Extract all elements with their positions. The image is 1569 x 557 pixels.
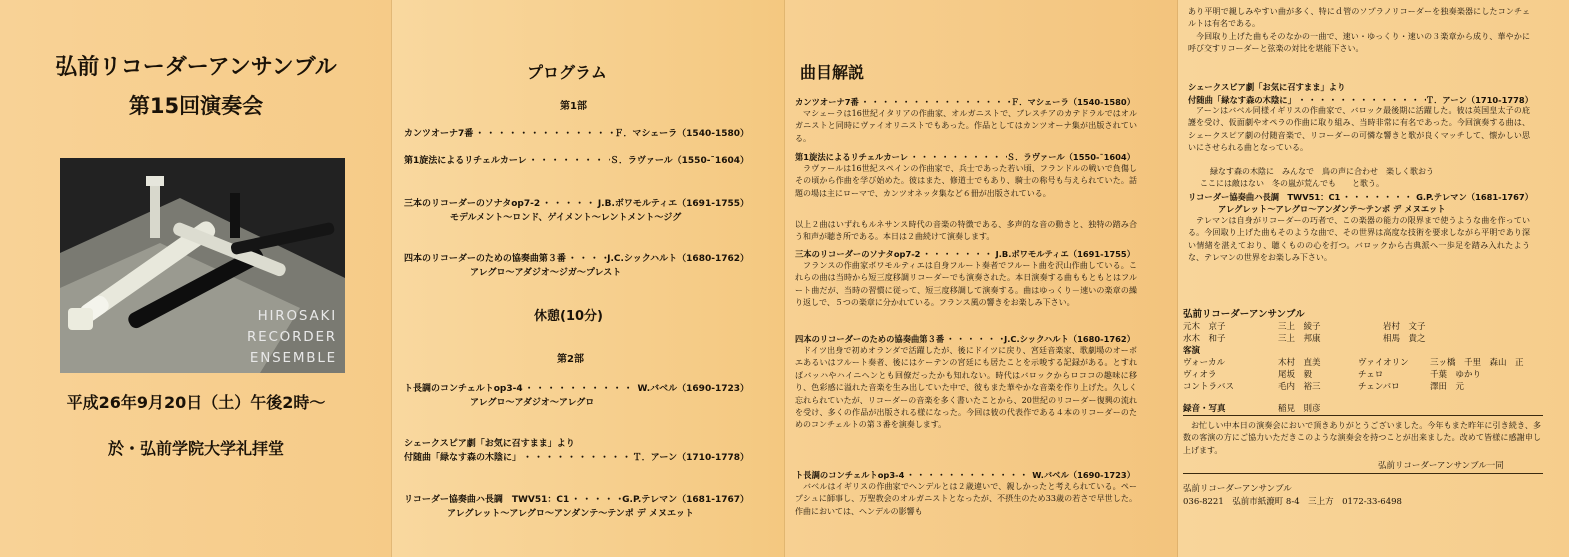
concert-date: 平成26年9月20日（土）午後2時～ [66, 393, 326, 412]
piece-composer: J.C.シックハルト（1680-1762） [607, 254, 749, 264]
photo-caption-3: ENSEMBLE [249, 350, 337, 366]
contact-name: 弘前リコーダーアンサンブル [1183, 484, 1292, 494]
note-text: あり平明で親しみやすい曲が多く、特にｄ管のソプラノリコーダーを独奏楽器にしたコンチェルトは有名である。 [1188, 7, 1530, 29]
note-title: 付随曲「緑なす森の木陰に」 ・・・・・・・・・・・・・・・・・・・・・・・・・・・・ Ｔ．アーン（1710-1778） [1188, 94, 1533, 106]
member-name: 相馬 貴之 [1383, 334, 1426, 344]
note-text: マシェーラは16世紀イタリアの作曲家、オルガニストで、ブレスチアのカテドラルではオルガニストと同時にヴァイオリニストでもあった。作品としてはカンツオーナ集が出版されている。 [795, 109, 1137, 143]
note-text: アーンはバベル同様イギリスの作曲家で、バロック最後期に活躍した。彼は英国皇太子の庇護を受け、仮面劇やオペラの作曲に取り組み、当時非常に有名であった。今回演奏する曲は、シェークスピア劇の付随音楽で、リコーダーの可憐な響きと歌が良くマッチして、懐かしい思いにさせられる曲となっている。 [1188, 106, 1530, 153]
notes-heading: 曲目解説 [800, 63, 865, 82]
program-panel [392, 0, 785, 557]
piece-title: 第1旋法によるリチェルカーレ [404, 156, 527, 166]
note-text: ラヴァールは16世紀スペインの作曲家で、兵士であった若い頃、フランドルの戦いで負傷しその頃から作曲を学び始めた。彼はまた、修道士でもあり、騎士の称号も与えられていた。話題の場は主にローマで、カンツオネッタ集など６冊が出版されている。 [795, 164, 1137, 198]
photo-caption-2: RECORDER [246, 329, 337, 345]
guest-instrument: コントラバス [1183, 382, 1235, 392]
piece-title: 四本のリコーダーのための協奏曲第３番 [404, 254, 566, 264]
program-item [404, 196, 749, 209]
divider [1183, 473, 1543, 474]
cover-photo [60, 158, 345, 373]
program-item [404, 126, 749, 139]
guest-instrument: チェンバロ [1358, 382, 1400, 392]
guest-instrument: チェロ [1358, 370, 1384, 380]
guest-name: 千葉 ゆかり [1430, 370, 1482, 380]
piece-title: ト長調のコンチェルトop3-4 [404, 384, 523, 394]
piece-composer: J.B.ボワモルティエ（1691-1755） [597, 199, 749, 209]
guest-instrument: ヴィオラ [1183, 370, 1217, 380]
piece-title-line1: シェークスピア劇「お気に召すまま」より [404, 439, 575, 449]
guest-name: 毛内 裕三 [1278, 382, 1321, 392]
piece-title: 付随曲「緑なす森の木陰に」 [404, 453, 522, 463]
note-title: 第1旋法によるリチェルカーレ ・・・・・・・・・・・・・・・・・・・・・・・・・・・・ Ｓ．ラヴァール（1550-¯1604） [795, 151, 1135, 163]
notes-panel [785, 0, 1178, 557]
contact-info: 036-8221 弘前市紙漉町 8-4 三上方 0172-33-6498 [1183, 497, 1402, 507]
note-movements: アレグレット～アレグロ～アンダンテ～テンポ デ メヌエット [1218, 204, 1446, 214]
part2-label: 第2部 [557, 354, 584, 365]
thanks-signature: 弘前リコーダーアンサンブル一同 [1378, 461, 1504, 471]
note-title: カンツオーナ7番 ・・・・・・・・・・・・・・・・・・・・・・・・・・・・ Ｆ．マシェーラ（1540-1580） [795, 96, 1135, 108]
program-heading: プログラム [527, 63, 607, 82]
piece-composer: G.P.テレマン（1681-1767） [622, 495, 749, 505]
piece-composer: Ｆ．マシェーラ（1540-1580） [614, 129, 749, 139]
photo-caption-1: HIROSAKI [257, 308, 337, 324]
cover-panel [0, 0, 392, 557]
piece-title: カンツオーナ7番 [404, 129, 474, 139]
note-title: 四本のリコーダーのための協奏曲第３番 ・・・・・・・・・・・・・・・・・・・・・・・・・・・・ J.C.シックハルト（1680-1762） [795, 333, 1135, 345]
ensemble-title: 弘前リコーダーアンサンブル [55, 55, 337, 80]
member-name: 三上 綾子 [1278, 322, 1321, 332]
concert-title: 第15回演奏会 [128, 94, 264, 118]
guest-instrument: ヴォーカル [1183, 358, 1225, 368]
note-text: バベルはイギリスの作曲家でヘンデルとは２歳違いで、親しかったと考えられている。ペープシュに師事し、万聖教会のオルガニストとなったが、不摂生のため33歳の若さで早世した。作曲においては、ヘンデルの影響も [795, 482, 1137, 516]
divider [1183, 415, 1543, 416]
piece-title: リコーダー協奏曲ハ長調 TWV51：C1 [404, 495, 570, 505]
member-name: 元木 京子 [1183, 322, 1226, 332]
recording-label: 録音・写真 [1183, 404, 1226, 414]
program-item [404, 153, 749, 166]
note-text: 今回取り上げた曲もそのなかの一曲で、速い・ゆっくり・速いの３楽章から成り、華やかに呼び交すリコーダーと弦楽の対比を堪能下さい。 [1188, 32, 1530, 54]
poem-line: ここには敵はない 冬の嵐が荒んでも と歌う。 [1200, 179, 1384, 188]
note-title: 三本のリコーダーのソナタop7-2 ・・・・・・・・・・・・・・・・・・・・・・・・・・・・ J.B.ボワモルティエ（1691-1755） [795, 248, 1135, 260]
program-item [404, 450, 749, 463]
guest-name: 三ッ橋 千里 森山 正 [1430, 358, 1524, 368]
piece-movements: モデルメント～ロンド、ゲイメント～レントメント～ジグ [450, 213, 682, 223]
guests-heading: 客演 [1183, 346, 1201, 356]
guest-name: 尾坂 毅 [1278, 370, 1313, 380]
note-title-line1: シェークスピア劇「お気に召すまま」より [1188, 82, 1346, 92]
guest-instrument: ヴァイオリン [1358, 358, 1409, 368]
part1-label: 第1部 [560, 101, 587, 112]
member-name: 水木 和子 [1183, 334, 1226, 344]
guest-name: 木村 直美 [1278, 358, 1321, 368]
intermission-label: 休憩(10分) [534, 309, 603, 324]
note-text: フランスの作曲家ボワモルティエは自身フルート奏者でフルート曲を沢山作曲している。これらの曲は当時から短三度移調リコーダーでも演奏された。本日演奏する曲ももともとはフルート曲だが、当時の習慣に従って、短三度移調して演奏する。曲はゆっくり－速いの楽章の繰り返しで、５つの楽章に分かれている。フランス風の響きをお楽しみ下さい。 [795, 261, 1137, 308]
piece-title: 三本のリコーダーのソナタop7-2 [404, 199, 541, 209]
piece-movements: アレグロ～アダジオ～ジガ～プレスト [470, 268, 622, 278]
note-title: リコーダー協奏曲ハ長調 TWV51：C1 ・・・・・・・・・・・・・・・・・・・・・・・・・・・・ G.P.テレマン（1681-1767） [1188, 191, 1533, 203]
program-item [404, 381, 749, 394]
note-title: ト長調のコンチェルトop3-4 ・・・・・・・・・・・・・・・・・・・・・・・・・・・・ W.バベル（1690-1723） [795, 469, 1135, 481]
piece-composer: Ｔ．アーン（1710-1778） [632, 453, 749, 463]
piece-composer: W.バベル（1690-1723） [637, 384, 749, 394]
note-text: ドイツ出身で初めオランダで活躍したが、後にドイツに戻り、宮廷音楽家、歌劇場のオーボエあるいはフルート奏者、後にはケーテンの宮廷にも居たことを示唆する記録がある。とすればバッハやハイニヘンとも回僚だったかも知れない。時代はバロックからロココの趣味に移り、色彩感に溢れた音楽を生み出していた中で、彼もまた華やかな音楽を作り上げた。久しく忘れられていたが、リコーダーの音楽を多く書いたことから、20世紀のリコーダー復興の流れを受け、多くの作品が出版される様になった。今回は彼の代表作である４本のリコーダーのためのコンチェルトの第３番を演奏します。 [795, 346, 1137, 430]
members-heading: 弘前リコーダーアンサンブル [1183, 309, 1305, 320]
recording-name: 稲見 則彦 [1278, 404, 1321, 414]
program-item [404, 251, 749, 264]
note-text: テレマンは自身がリコーダーの巧者で、この楽器の能力の限界まで使うような曲を作っている。今回取り上げた曲もそのような曲で、その世界は高度な技術を要求しながら平明であり深い情緒を湛えており、聴くものの心を打つ。バロックから古典派へ一歩足を踏み入れたような、テレマンの世界をお楽しみ下さい。 [1188, 216, 1530, 263]
members-panel [1178, 0, 1569, 557]
member-name: 岩村 文子 [1383, 322, 1426, 332]
note-text: 以上２曲はいずれもルネサンス時代の音楽の特徴である、多声的な音の動きと、独特の踏み合う和声が聴き所である。本日は２曲続けて演奏します。 [795, 220, 1137, 242]
piece-movements: アレグレット～アレグロ～アンダンテ～テンポ デ メヌエット [447, 509, 694, 519]
program-item [404, 492, 749, 505]
thanks-text: お忙しい中本日の演奏会においで頂きありがとうございました。今年もまた昨年に引き続き、多数の客演の方にご協力いただきこのような演奏会を持つことが出来ました。改めて皆様に感謝申し上げます。 [1183, 421, 1541, 455]
member-name: 三上 邦康 [1278, 334, 1321, 344]
piece-composer: Ｓ．ラヴァール（1550-¯1604） [609, 156, 749, 166]
poem-line: 緑なす森の木陰に みんなで 鳥の声に合わせ 楽しく歌おう [1210, 167, 1434, 176]
piece-movements: アレグロ～アダジオ～アレグロ [470, 398, 595, 408]
concert-venue: 於・弘前学院大学礼拝堂 [107, 439, 284, 458]
guest-name: 澤田 元 [1430, 382, 1465, 392]
